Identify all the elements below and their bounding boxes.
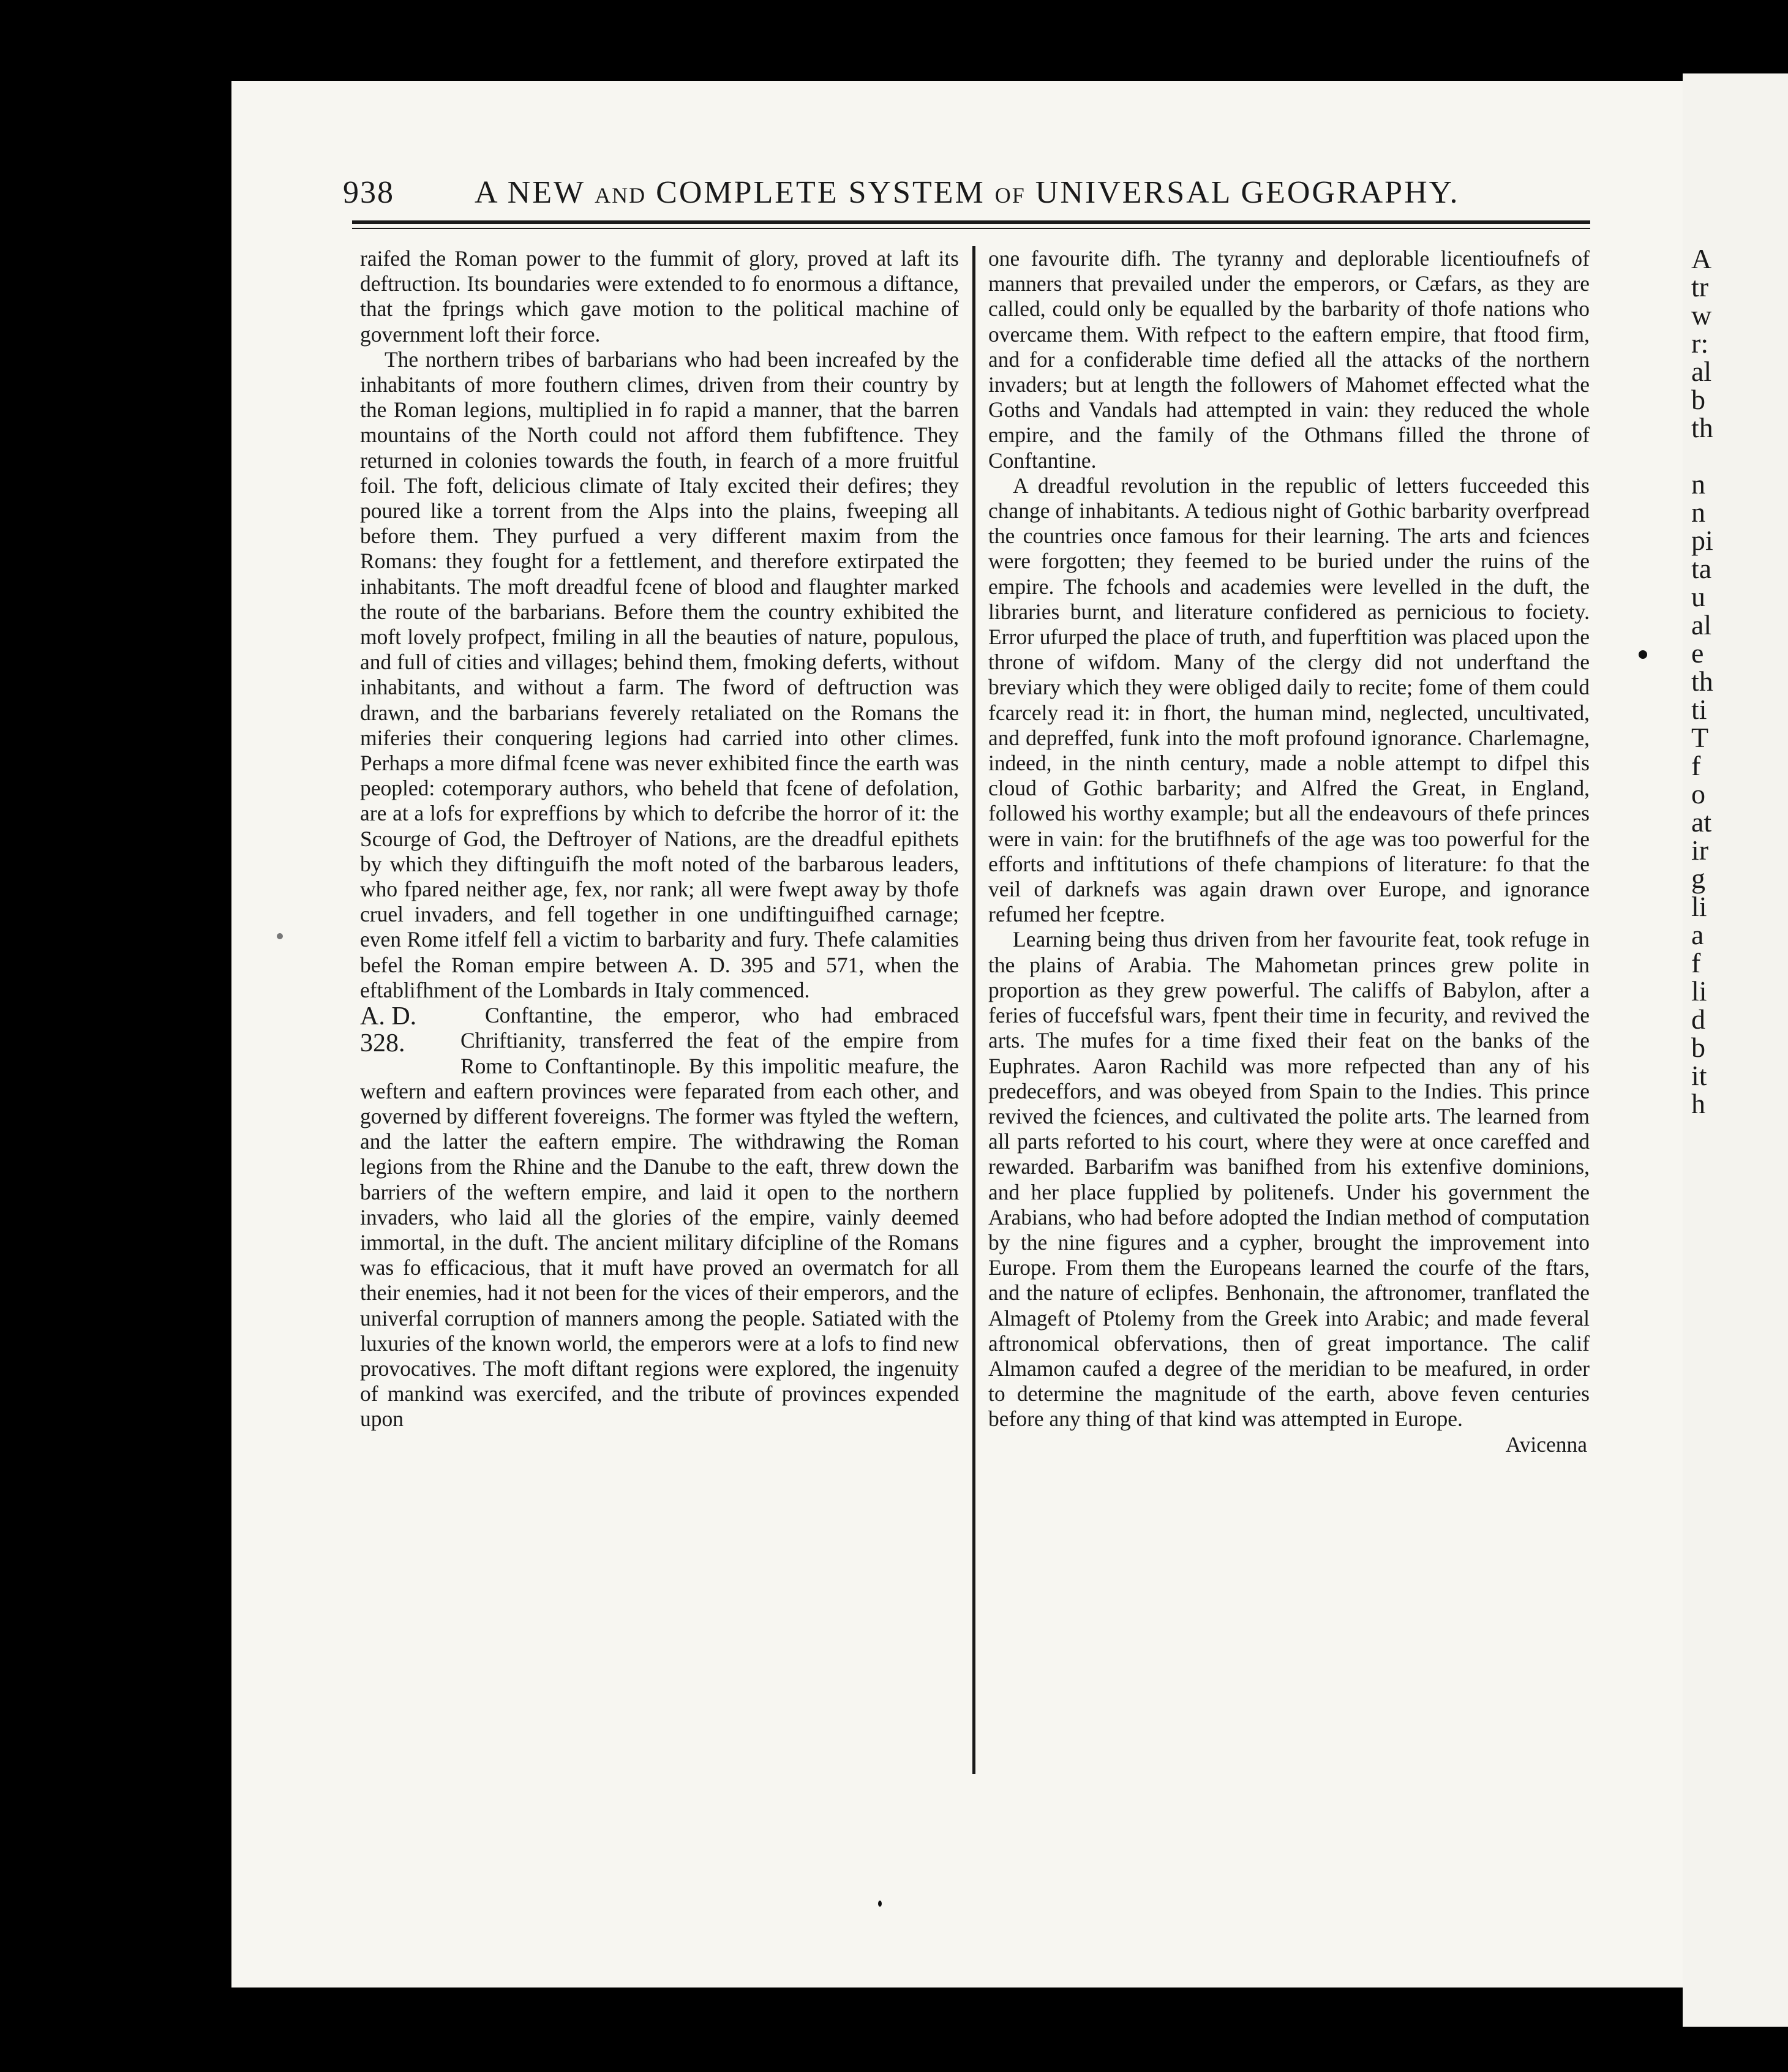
margin-note-line-1: A. D. xyxy=(360,1002,417,1031)
header-rule-thick xyxy=(352,220,1590,224)
facing-page-fragment: o xyxy=(1691,778,1705,809)
facing-page-fragment: d xyxy=(1691,1004,1705,1035)
facing-page-fragment: A xyxy=(1691,243,1712,274)
facing-page-fragment: r: xyxy=(1691,328,1709,359)
facing-page-fragment: ta xyxy=(1691,553,1712,584)
left-column xyxy=(360,246,959,1432)
facing-page-fragment: th xyxy=(1691,412,1713,443)
facing-page-fragment: al xyxy=(1691,609,1712,640)
title-of: OF xyxy=(994,183,1026,208)
facing-page-fragment: li xyxy=(1691,975,1707,1007)
column-divider xyxy=(972,246,975,1774)
facing-page-fragment: f xyxy=(1691,947,1701,978)
facing-page-fragment: e xyxy=(1691,637,1704,669)
left-paragraph-3: Conftantine, the emperor, who had embraced Chriftianity, transferred the feat of the empire from Rome to Conftantinople. By this impolitic meafure, the weftern and eaftern provinces were feparated from each other, and governed by different fovereigns. The former was ftyled the weftern, and the latter the eaftern empire. The withdrawing the Roman legions from the Rhine and the Danube to the eaft, threw down the barriers of the weftern empire, and laid it open to the northern invaders, who laid all the glories of the empire, vainly deemed immortal, in the duft. The ancient military difcipline of the Romans was fo efficacious, that it muft have proved an overmatch for all their enemies, had it not been for the vices of their emperors, and the univerfal corruption of manners among the people. Satiated with the luxuries of the known world, the emperors were at a lofs to find new provocatives. The moft diftant regions were explored, the ingenuity of mankind was exercifed, and the tribute of provinces expended upon xyxy=(360,1003,959,1432)
running-title xyxy=(475,175,1460,211)
margin-note-line-2: 328. xyxy=(360,1029,405,1058)
title-part-b: COMPLETE SYSTEM xyxy=(656,175,985,210)
right-paragraph-1: one favourite difh. The tyranny and deplorable licentioufnefs of manners that prevailed under the emperors, or Cæfars, as they are called, could only be equalled by the barbarity of thofe nations who overcame them. With refpect to the eaftern empire, that ftood firm, and for a confiderable time defied all the attacks of the northern invaders; but at length the followers of Mahomet effected what the Goths and Vandals had attempted in vain: they reduced the whole empire, and the family of the Othmans filled the throne of Conftantine. xyxy=(988,246,1590,473)
left-paragraph-1: raifed the Roman power to the fummit of glory, proved at laft its deftruction. Its boundaries were extended to fo enormous a diftance, that the fprings which gave motion to the political machine of government loft their force. xyxy=(360,246,959,347)
facing-page-fragment: h xyxy=(1691,1088,1705,1119)
facing-page-fragment: T xyxy=(1691,722,1709,753)
facing-page-fragment: li xyxy=(1691,891,1707,922)
facing-page-fragment: tr xyxy=(1691,271,1709,302)
facing-page-fragment: w xyxy=(1691,299,1712,331)
facing-page-fragment: pi xyxy=(1691,525,1713,556)
facing-page-fragment: at xyxy=(1691,806,1712,838)
marginal-note-block xyxy=(360,1003,959,1432)
facing-page-fragment: th xyxy=(1691,666,1713,697)
facing-page-fragment: b xyxy=(1691,1032,1705,1063)
facing-page-fragment: al xyxy=(1691,356,1712,387)
facing-page-fragment: u xyxy=(1691,581,1705,612)
ink-speck xyxy=(878,1901,882,1907)
page-number: 938 xyxy=(343,175,394,210)
facing-page-fragment: a xyxy=(1691,919,1704,950)
facing-page-edge xyxy=(1683,73,1788,2027)
title-and: AND xyxy=(595,183,647,208)
ink-speck xyxy=(1639,650,1647,659)
right-column xyxy=(988,246,1590,1457)
right-paragraph-2: A dreadful revolution in the republic of letters fucceeded this change of inhabitants. A tedious night of Gothic barbarity overfpread the countries once famous for their learning. The arts and fciences were forgotten; they feemed to be buried under the ruins of the empire. The fchools and academies were levelled in the duft, the libraries burnt, and literature confidered as pernicious to fociety. Error ufurped the place of truth, and fuperftition was placed upon the throne of wifdom. Many of the clergy did not underftand the breviary which they were obliged daily to recite; fome of them could fcarcely read it: in fhort, the human mind, neglected, uncultivated, and depreffed, funk into the moft profound ignorance. Charlemagne, indeed, in the ninth century, made a noble attempt to difpel this cloud of Gothic barbarity; and Alfred the Great, in England, followed his worthy example; but all the endeavours of thefe princes were in vain: for the brutifhnefs of the age was too powerful for the efforts and inftitutions of thefe champions of literature: fo that the veil of darknefs was again drawn over Europe, and ignorance refumed her fceptre. xyxy=(988,473,1590,927)
left-paragraph-2: The northern tribes of barbarians who had been increafed by the inhabitants of more fouthern climes, driven from their country by the Roman legions, multiplied in fo rapid a manner, that the barren mountains of the North could not afford them fubfiftence. They returned in colonies towards the fouth, in fearch of a more fruitful foil. The foft, delicious climate of Italy excited their defires; they poured like a torrent from the Alps into the plains, fweeping all before them. They purfued a very different maxim from the Romans: they fought for a fettlement, and therefore extirpated the inhabitants. The moft dreadful fcene of blood and flaughter marked the route of the barbarians. Before them the country exhibited the moft lovely profpect, fmiling in all the beauties of nature, populous, and full of cities and villages; behind them, fmoking deferts, without inhabitants, and without a farm. The fword of deftruction was drawn, and the barbarians feverely retaliated on the Romans the miferies their conquering legions had carried into other climes. Perhaps a more difmal fcene was never exhibited fince the earth was peopled: cotemporary authors, who beheld that fcene of defolation, are at a lofs for expreffions by which to defcribe the horror of it: the Scourge of God, the Deftroyer of Nations, are the dreadful epithets by which they diftinguifh the moft noted of the barbarous leaders, who fpared neither age, fex, nor rank; all were fwept away by thofe cruel invaders, and fell together in one undiftinguifhed carnage; even Rome itfelf fell a victim to barbarity and fury. Thefe calamities befel the Roman empire between A. D. 395 and 571, when the eftablifhment of the Lombards in Italy commenced. xyxy=(360,347,959,1002)
facing-page-fragment: n xyxy=(1691,468,1705,500)
running-header xyxy=(343,175,1598,217)
catchword: Avicenna xyxy=(1505,1432,1587,1457)
facing-page-fragment: g xyxy=(1691,863,1705,894)
facing-page-fragment: n xyxy=(1691,497,1705,528)
ink-speck xyxy=(277,933,283,939)
header-rule-thin xyxy=(352,228,1590,229)
facing-page-fragment: f xyxy=(1691,750,1701,781)
facing-page-fragment: it xyxy=(1691,1060,1707,1091)
facing-page-fragment: ti xyxy=(1691,694,1707,725)
marginal-date-note xyxy=(360,1003,452,1057)
right-paragraph-3: Learning being thus driven from her favourite feat, took refuge in the plains of Arabia. The Mahometan princes grew polite in proportion as they grew powerful. The califfs of Babylon, after a feries of fuccefsful wars, fpent their time in fecurity, and revived the arts. The mufes for a time fixed their feat on the banks of the Euphrates. Aaron Rachild was more refpected than any of his predeceffors, and was obeyed from Spain to the Indies. This prince revived the fciences, and cultivated the polite arts. The learned from all parts reforted to his court, where they were at once careffed and rewarded. Barbarifm was banifhed from his extenfive dominions, and her place fupplied by politenefs. Under his government the Arabians, who had before adopted the Indian method of computation by the nine figures and a cypher, brought the improvement into Europe. From them the Europeans learned the courfe of the ftars, and the nature of eclipfes. Benhonain, the aftronomer, tranflated the Almageft of Ptolemy from the Greek into Arabic; and made feveral aftronomical obfervations, then of great importance. The calif Almamon caufed a degree of the meridian to be meafured, in order to determine the magnitude of the earth, above feven centuries before any thing of that kind was attempted in Europe. xyxy=(988,927,1590,1432)
title-part-a: A NEW xyxy=(475,175,585,210)
facing-page-fragment: ir xyxy=(1691,835,1709,866)
title-part-c: UNIVERSAL GEOGRAPHY. xyxy=(1035,175,1460,210)
facing-page-fragment: b xyxy=(1691,384,1705,415)
